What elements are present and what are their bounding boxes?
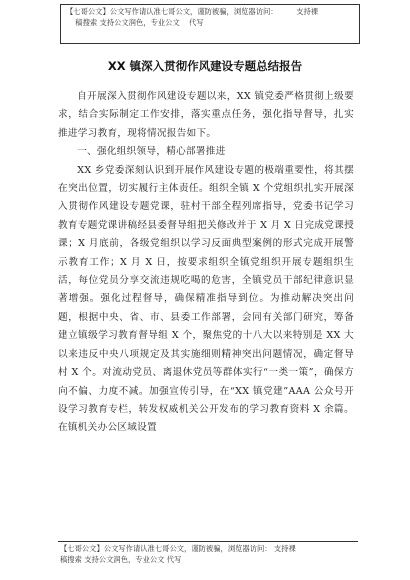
- header-line-1: 【七哥公文】公文写作请认准七哥公文，谨防被骗，浏览器访问： 支持裸: [66, 7, 319, 16]
- footer-notice: [60, 543, 360, 565]
- footer-line-1: 【七哥公文】公文写作请认准七哥公文，谨防被骗，浏览器访问： 支持裸: [60, 544, 296, 553]
- paragraph-section-1: XX 乡党委深刻认识到开展作风建设专题的极端重要性，将其摆在突出位置，切实履行主体责任。组织全镇 X 个党组织扎实开展深入贯彻作风建设专题党课，驻村干部全程列席指导，党委书记学习教育专题党课讲稿经县委督导组把关修改并于 X 月 X 日完成党课授课；X 月底前，各级党组织以学习反面典型案例的形式完成开展警示教育工作；X 月 X 日，按要求组织全镇党组织开展专题组织生活，每位党员分享交流违规吃喝的危害，全镇党员干部纪律意识显著增强。强化过程督导，确保精准指导到位。为推动解决突出问题，根据中央、省、市、县委工作部署，会同有关部门研究，筹备建立镇级学习教育督导组 X 个，聚焦党的十八大以来特别是 XX 大以来违反中央八项规定及其实施细则精神突出问题情况，确定督导村 X 个。对流动党员、离退休党员等群体实行“一类一策”，确保方向不偏、力度不减。加强宣传引导，在“XX 镇党建”AAA 公众号开设学习教育专栏，转发权威机关公开发布的学习教育资料 X 余篇。在镇机关办公区域设置: [58, 164, 354, 434]
- header-notice: [66, 6, 356, 28]
- section-heading-1: 一、强化组织领导，精心部署推进: [77, 146, 226, 158]
- document-title: XX 镇深入贯彻作风建设专题总结报告: [107, 59, 303, 73]
- footer-divider: [58, 541, 358, 542]
- header-line-2: 稿搜索 支持公文润色，专业公文 代写: [66, 18, 204, 27]
- footer-line-2: 稿搜索 支持公文润色，专业公文 代写: [60, 555, 182, 564]
- paragraph-intro: 自开展深入贯彻作风建设专题以来，XX 镇党委严格贯彻上级要求，结合实际制定工作安排，落实重点任务，强化指导督导，扎实推进学习教育，现将情况报告如下。: [58, 91, 354, 139]
- document-body: [58, 88, 354, 438]
